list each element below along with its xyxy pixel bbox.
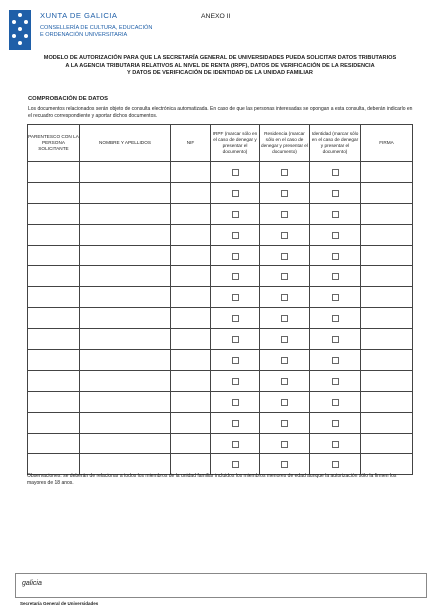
checkbox[interactable] <box>281 378 288 385</box>
cell-firma[interactable] <box>361 412 413 433</box>
checkbox[interactable] <box>281 169 288 176</box>
cell-parentesco[interactable] <box>28 266 80 287</box>
cell-nombre[interactable] <box>80 370 171 391</box>
checkbox[interactable] <box>281 461 288 468</box>
header-irpf: IRPF (marcar sólo en el caso de denegar y presentar el documento) <box>211 125 260 162</box>
checkbox[interactable] <box>332 211 339 218</box>
observations-text: Observaciones: se deberán de relacionar a todos los miembros de la unidad familiar incluidos los miembros menores de edad aunque la autorización sólo la firmen los mayores de 18 anos. <box>27 473 397 486</box>
cell-identidad <box>310 162 361 183</box>
cell-parentesco[interactable] <box>28 287 80 308</box>
checkbox[interactable] <box>281 399 288 406</box>
checkbox[interactable] <box>232 336 239 343</box>
checkbox[interactable] <box>332 441 339 448</box>
cell-residencia <box>260 412 310 433</box>
intro-text: Los documentos relacionados serán objeto de consulta electrónica automatizada. En caso de que las personas interesadas se opongan a esta consulta, deberán indicarlo en el recuadro correspondiente y aportar dichos documentos. <box>28 106 413 119</box>
conselleria-name <box>40 25 152 40</box>
cell-firma[interactable] <box>361 370 413 391</box>
cell-firma[interactable] <box>361 245 413 266</box>
table-header-row <box>28 125 413 162</box>
cell-irpf <box>211 287 260 308</box>
cell-residencia <box>260 182 310 203</box>
checkbox[interactable] <box>281 273 288 280</box>
cell-parentesco[interactable] <box>28 370 80 391</box>
checkbox[interactable] <box>281 211 288 218</box>
checkbox[interactable] <box>332 336 339 343</box>
footer-department: Secretaría General de Universidades <box>20 601 99 606</box>
table-row <box>28 162 413 183</box>
cell-nif[interactable] <box>171 454 211 475</box>
title-line-3: Y DATOS DE VERIFICACIÓN DE IDENTIDAD DE LA UNIDAD FAMILIAR <box>127 70 313 77</box>
cell-nif[interactable] <box>171 391 211 412</box>
xunta-crest-icon <box>9 10 31 50</box>
cell-identidad <box>310 287 361 308</box>
cell-irpf <box>211 391 260 412</box>
checkbox[interactable] <box>332 378 339 385</box>
checkbox[interactable] <box>281 232 288 239</box>
checkbox[interactable] <box>332 420 339 427</box>
annex-label: ANEXO II <box>201 13 231 20</box>
cell-irpf <box>211 412 260 433</box>
checkbox[interactable] <box>232 190 239 197</box>
table-row <box>28 308 413 329</box>
header-firma: FIRMA <box>361 125 413 162</box>
cell-nombre[interactable] <box>80 224 171 245</box>
cell-residencia <box>260 329 310 350</box>
cell-nombre[interactable] <box>80 182 171 203</box>
cell-irpf <box>211 245 260 266</box>
table-row <box>28 245 413 266</box>
cell-nif[interactable] <box>171 329 211 350</box>
cell-residencia <box>260 350 310 371</box>
checkbox[interactable] <box>281 315 288 322</box>
cell-nif[interactable] <box>171 162 211 183</box>
cell-irpf <box>211 350 260 371</box>
cell-parentesco[interactable] <box>28 329 80 350</box>
checkbox[interactable] <box>232 273 239 280</box>
cell-irpf <box>211 370 260 391</box>
cell-residencia <box>260 433 310 454</box>
cell-residencia <box>260 370 310 391</box>
checkbox[interactable] <box>232 253 239 260</box>
cell-identidad <box>310 245 361 266</box>
checkbox[interactable] <box>332 169 339 176</box>
checkbox[interactable] <box>232 294 239 301</box>
checkbox[interactable] <box>232 169 239 176</box>
checkbox[interactable] <box>232 441 239 448</box>
table-row <box>28 412 413 433</box>
brand-name: XUNTA DE GALICIA <box>40 11 118 20</box>
cell-nombre[interactable] <box>80 266 171 287</box>
cell-residencia <box>260 203 310 224</box>
checkbox[interactable] <box>332 190 339 197</box>
cell-nombre[interactable] <box>80 391 171 412</box>
cell-firma[interactable] <box>361 350 413 371</box>
checkbox[interactable] <box>281 294 288 301</box>
checkbox[interactable] <box>332 253 339 260</box>
cell-nombre[interactable] <box>80 308 171 329</box>
cell-firma[interactable] <box>361 162 413 183</box>
cell-parentesco[interactable] <box>28 162 80 183</box>
cell-identidad <box>310 308 361 329</box>
header-nif: NIF <box>171 125 211 162</box>
cell-residencia <box>260 245 310 266</box>
cell-firma[interactable] <box>361 203 413 224</box>
cell-nombre[interactable] <box>80 454 171 475</box>
cell-nombre[interactable] <box>80 433 171 454</box>
cell-irpf <box>211 329 260 350</box>
checkbox[interactable] <box>232 378 239 385</box>
table-row <box>28 203 413 224</box>
cell-irpf <box>211 308 260 329</box>
cell-nombre[interactable] <box>80 287 171 308</box>
cell-nombre[interactable] <box>80 329 171 350</box>
cell-residencia <box>260 308 310 329</box>
cell-parentesco[interactable] <box>28 182 80 203</box>
checkbox[interactable] <box>281 420 288 427</box>
cell-nif[interactable] <box>171 224 211 245</box>
cell-nif[interactable] <box>171 287 211 308</box>
conselleria-line-2: E ORDENACIÓN UNIVERSITARIA <box>40 32 128 39</box>
cell-firma[interactable] <box>361 329 413 350</box>
cell-nif[interactable] <box>171 350 211 371</box>
checkbox[interactable] <box>281 357 288 364</box>
cell-parentesco[interactable] <box>28 391 80 412</box>
cell-nif[interactable] <box>171 203 211 224</box>
table-row <box>28 350 413 371</box>
checkbox[interactable] <box>281 190 288 197</box>
checkbox[interactable] <box>232 357 239 364</box>
conselleria-line-1: CONSELLERÍA DE CULTURA, EDUCACIÓN <box>40 25 153 31</box>
cell-firma[interactable] <box>361 308 413 329</box>
cell-irpf <box>211 203 260 224</box>
cell-residencia <box>260 162 310 183</box>
table-row <box>28 266 413 287</box>
table-row <box>28 224 413 245</box>
cell-nif[interactable] <box>171 245 211 266</box>
cell-firma[interactable] <box>361 266 413 287</box>
cell-residencia <box>260 224 310 245</box>
cell-residencia <box>260 287 310 308</box>
cell-identidad <box>310 182 361 203</box>
cell-nif[interactable] <box>171 308 211 329</box>
cell-nombre[interactable] <box>80 203 171 224</box>
cell-nombre[interactable] <box>80 412 171 433</box>
cell-identidad <box>310 433 361 454</box>
cell-nif[interactable] <box>171 182 211 203</box>
cell-identidad <box>310 391 361 412</box>
checkbox[interactable] <box>232 232 239 239</box>
checkbox[interactable] <box>281 253 288 260</box>
cell-parentesco[interactable] <box>28 224 80 245</box>
checkbox[interactable] <box>332 461 339 468</box>
cell-residencia <box>260 391 310 412</box>
checkbox[interactable] <box>232 315 239 322</box>
header-nombre: NOMBRE Y APELLIDOS <box>80 125 171 162</box>
checkbox[interactable] <box>281 441 288 448</box>
cell-parentesco[interactable] <box>28 433 80 454</box>
cell-nombre[interactable] <box>80 350 171 371</box>
cell-identidad <box>310 329 361 350</box>
table-row <box>28 329 413 350</box>
title-line-1: MODELO DE AUTORIZACIÓN PARA QUE LA SECRETARÍA GENERAL DE UNIVERSIDADES PUEDA SOLICITAR DATOS TRIBUTARIOS <box>43 55 397 61</box>
cell-identidad <box>310 350 361 371</box>
checkbox[interactable] <box>332 273 339 280</box>
cell-identidad <box>310 224 361 245</box>
cell-irpf <box>211 433 260 454</box>
header-identidad: Identidad (marcar sólo en el caso de denegar y presentar el documento) <box>310 125 361 162</box>
table-row <box>28 433 413 454</box>
cell-firma[interactable] <box>361 391 413 412</box>
checkbox[interactable] <box>332 294 339 301</box>
checkbox[interactable] <box>332 232 339 239</box>
cell-irpf <box>211 266 260 287</box>
checkbox[interactable] <box>332 399 339 406</box>
checkbox[interactable] <box>332 357 339 364</box>
cell-identidad <box>310 370 361 391</box>
cell-parentesco[interactable] <box>28 350 80 371</box>
galicia-logo: galicia <box>22 580 42 587</box>
cell-parentesco[interactable] <box>28 454 80 475</box>
cell-nif[interactable] <box>171 266 211 287</box>
cell-nif[interactable] <box>171 412 211 433</box>
family-members-table <box>27 124 413 475</box>
cell-firma[interactable] <box>361 287 413 308</box>
cell-firma[interactable] <box>361 224 413 245</box>
cell-parentesco[interactable] <box>28 308 80 329</box>
checkbox[interactable] <box>232 399 239 406</box>
cell-residencia <box>260 454 310 475</box>
cell-parentesco[interactable] <box>28 245 80 266</box>
cell-nif[interactable] <box>171 370 211 391</box>
cell-identidad <box>310 266 361 287</box>
cell-parentesco[interactable] <box>28 203 80 224</box>
cell-firma[interactable] <box>361 182 413 203</box>
cell-residencia <box>260 266 310 287</box>
cell-identidad <box>310 412 361 433</box>
table-row <box>28 287 413 308</box>
checkbox[interactable] <box>332 315 339 322</box>
table-row <box>28 454 413 475</box>
cell-identidad <box>310 203 361 224</box>
checkbox[interactable] <box>281 336 288 343</box>
table-row <box>28 182 413 203</box>
cell-nif[interactable] <box>171 433 211 454</box>
checkbox[interactable] <box>232 461 239 468</box>
cell-irpf <box>211 224 260 245</box>
cell-firma[interactable] <box>361 454 413 475</box>
document-title <box>40 55 400 78</box>
cell-parentesco[interactable] <box>28 412 80 433</box>
checkbox[interactable] <box>232 211 239 218</box>
checkbox[interactable] <box>232 420 239 427</box>
cell-firma[interactable] <box>361 433 413 454</box>
table-row <box>28 370 413 391</box>
cell-irpf <box>211 162 260 183</box>
cell-irpf <box>211 182 260 203</box>
cell-irpf <box>211 454 260 475</box>
header-parentesco: PARENTESCO CON LA PERSONA SOLICITANTE <box>28 125 80 162</box>
cell-nombre[interactable] <box>80 162 171 183</box>
signature-box <box>15 573 427 598</box>
cell-nombre[interactable] <box>80 245 171 266</box>
title-line-2: A LA AGENCIA TRIBUTARIA RELATIVOS AL NIVEL DE RENTA (IRPF), DATOS DE VERIFICACIÓN DE LA RESIDENCIA <box>65 62 375 69</box>
cell-identidad <box>310 454 361 475</box>
header-residencia: Residencia (marcar sólo en el caso de denegar y presentar el documento) <box>260 125 310 162</box>
section-heading: COMPROBACIÓN DE DATOS <box>28 96 108 102</box>
table-row <box>28 391 413 412</box>
